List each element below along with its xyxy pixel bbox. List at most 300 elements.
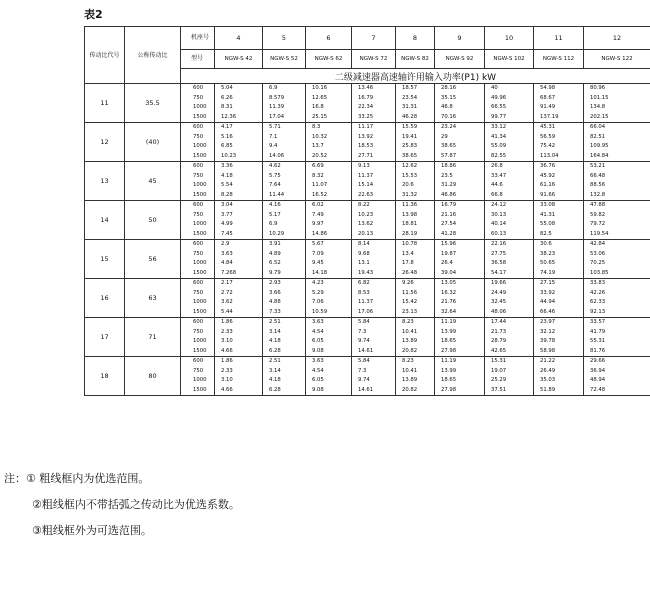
power-value-cell [534, 318, 584, 357]
power-value: 82.5 [540, 230, 552, 237]
input-speed: 750 [193, 367, 204, 374]
power-value: 45.92 [540, 172, 556, 179]
table-row [85, 318, 650, 357]
input-speed-list [181, 84, 215, 123]
power-value: 33.57 [590, 319, 606, 325]
input-speed: 1000 [193, 299, 207, 305]
input-speed: 1500 [193, 152, 207, 159]
input-speed: 1000 [193, 182, 207, 188]
note-1: 注：① 粗线框内为优选范围。 [4, 472, 150, 485]
size-header [584, 27, 650, 69]
power-value-cell [584, 201, 650, 240]
input-speed-list [181, 279, 215, 318]
nominal-ratio: 45 [125, 162, 181, 201]
power-value: 2.51 [269, 358, 281, 364]
power-value-cell [534, 279, 584, 318]
size-model: NGW-S 62 [314, 56, 343, 62]
power-value: 17.06 [358, 308, 374, 315]
input-speed-list [181, 318, 215, 357]
ratio-code: 12 [85, 123, 125, 162]
input-speed: 1500 [193, 308, 207, 315]
power-value: 15.42 [402, 299, 418, 305]
power-value: 3.14 [269, 367, 281, 374]
power-value: 46.8 [441, 104, 453, 110]
size-no: 11 [534, 27, 583, 50]
power-value: 25.15 [312, 113, 328, 120]
input-speed: 750 [193, 133, 204, 140]
power-value: 6.9 [269, 85, 278, 91]
size-no: 8 [396, 27, 434, 50]
power-value-cell [352, 318, 396, 357]
power-value: 58.98 [540, 347, 556, 354]
power-value: 3.36 [221, 163, 233, 169]
size-no: 12 [584, 27, 650, 50]
power-value: 26.8 [491, 163, 503, 169]
power-value: 39.04 [441, 269, 457, 276]
power-value: 27.98 [441, 386, 457, 393]
ratio-code-header: 传动比代号 [85, 27, 125, 84]
input-speed: 1000 [193, 104, 207, 110]
power-value: 6.02 [312, 202, 324, 208]
power-value: 61.16 [540, 182, 556, 188]
power-value: 27.54 [441, 221, 457, 227]
power-value: 41.34 [491, 133, 507, 140]
power-value-cell [306, 201, 352, 240]
power-value: 10.23 [358, 211, 374, 218]
power-value: 8.28 [221, 191, 233, 198]
power-value: 9.26 [402, 280, 414, 286]
power-value: 25.29 [491, 377, 507, 383]
power-value: 33.47 [491, 172, 507, 179]
power-value: 6.85 [221, 143, 233, 149]
note-3: ③粗线框外为可选范围。 [32, 524, 152, 537]
ratio-code: 13 [85, 162, 125, 201]
power-value: 28.16 [441, 85, 457, 91]
power-value: 41.28 [441, 230, 457, 237]
power-value: 51.89 [540, 386, 556, 393]
power-value: 4.62 [269, 163, 281, 169]
power-value: 2.72 [221, 289, 233, 296]
power-value: 16.8 [312, 104, 324, 110]
power-value: 6.52 [269, 260, 281, 266]
power-value: 3.10 [221, 338, 233, 344]
power-value-cell [352, 357, 396, 396]
power-value: 22.63 [358, 191, 374, 198]
nominal-ratio: 80 [125, 357, 181, 396]
power-value: 24.12 [491, 202, 507, 208]
power-value: 42.26 [590, 289, 606, 296]
ratio-code: 18 [85, 357, 125, 396]
power-value: 6.82 [358, 280, 370, 286]
power-value: 14.06 [269, 152, 285, 159]
input-speed-list [181, 240, 215, 279]
power-value: 38.23 [540, 250, 556, 257]
table-row [85, 162, 650, 201]
header-row [85, 27, 650, 69]
power-value: 14.61 [358, 347, 374, 354]
power-value: 53.21 [590, 163, 606, 169]
power-value: 7.49 [312, 211, 324, 218]
power-value: 4.66 [221, 386, 233, 393]
power-value-cell [435, 162, 485, 201]
power-value: 26.49 [540, 367, 556, 374]
power-value-cell [263, 123, 306, 162]
ratio-code: 14 [85, 201, 125, 240]
power-value-cell [215, 84, 263, 123]
power-value-cell [485, 357, 534, 396]
power-value: 20.82 [402, 347, 418, 354]
power-value: 12.62 [402, 163, 418, 169]
power-value: 13.46 [358, 85, 374, 91]
power-value: 6.69 [312, 163, 324, 169]
power-value: 4.66 [221, 347, 233, 354]
size-model: NGW-S 92 [445, 56, 474, 62]
power-value: 2.51 [269, 319, 281, 325]
power-rating-table [84, 26, 650, 396]
size-no: 9 [435, 27, 484, 50]
size-model: NGW-S 112 [542, 56, 575, 62]
power-value: 32.64 [441, 308, 457, 315]
power-value-cell [352, 201, 396, 240]
power-value: 113.04 [540, 152, 559, 159]
power-value: 4.16 [269, 202, 281, 208]
input-speed: 1000 [193, 338, 207, 344]
power-value: 60.13 [491, 230, 507, 237]
input-speed: 600 [193, 241, 204, 247]
power-value: 29.66 [590, 358, 606, 364]
power-value: 19.87 [441, 250, 457, 257]
input-speed: 1500 [193, 347, 207, 354]
power-value: 5.84 [358, 358, 370, 364]
power-value: 1.86 [221, 358, 233, 364]
power-value-cell [485, 240, 534, 279]
power-value: 15.14 [358, 182, 374, 188]
power-value: 19.43 [358, 269, 374, 276]
machine-model-header [181, 27, 215, 69]
power-value: 45.31 [540, 124, 556, 130]
power-value: 68.67 [540, 94, 556, 101]
power-value: 57.87 [441, 152, 457, 159]
power-value: 72.48 [590, 386, 606, 393]
table-row [85, 123, 650, 162]
power-value: 9.08 [312, 347, 324, 354]
power-value-cell [534, 201, 584, 240]
power-value: 13.92 [358, 133, 374, 140]
power-value: 7.45 [221, 230, 233, 237]
power-value: 25.83 [402, 143, 418, 149]
power-value: 13.7 [312, 143, 324, 149]
power-value: 81.76 [590, 347, 606, 354]
power-value: 13.99 [441, 328, 457, 335]
power-value: 4.17 [221, 124, 233, 130]
power-value: 8.31 [221, 104, 233, 110]
size-no: 7 [352, 27, 395, 50]
power-value: 4.18 [269, 338, 281, 344]
power-value: 8.579 [269, 94, 285, 101]
power-value: 30.13 [491, 211, 507, 218]
power-value: 8.32 [312, 172, 324, 179]
power-value: 70.25 [590, 260, 606, 266]
power-value: 13.62 [358, 221, 374, 227]
power-value: 9.68 [358, 250, 370, 257]
power-value: 5.04 [221, 85, 233, 91]
power-value: 4.89 [269, 250, 281, 257]
size-model: NGW-S 42 [224, 56, 253, 62]
power-value-cell [534, 162, 584, 201]
power-value-cell [352, 279, 396, 318]
power-value: 3.04 [221, 202, 233, 208]
power-value: 23.24 [441, 124, 457, 130]
power-value-cell [396, 162, 435, 201]
power-value: 3.91 [269, 241, 281, 247]
power-value-cell [485, 84, 534, 123]
size-model: NGW-S 122 [601, 56, 633, 62]
power-value-cell [215, 318, 263, 357]
power-value: 62.33 [590, 299, 606, 305]
power-value-cell [584, 162, 650, 201]
power-value-cell [396, 123, 435, 162]
power-value-cell [584, 318, 650, 357]
power-value-cell [435, 123, 485, 162]
power-value: 31.32 [402, 191, 418, 198]
power-value: 41.31 [540, 211, 556, 218]
input-speed-list [181, 357, 215, 396]
power-value: 13.99 [441, 367, 457, 374]
power-value: 70.16 [441, 113, 457, 120]
power-value: 20.6 [402, 182, 414, 188]
power-value: 9.79 [269, 269, 281, 276]
power-value: 54.17 [491, 269, 507, 276]
power-value: 19.07 [491, 367, 507, 374]
power-value: 14.86 [312, 230, 328, 237]
power-value: 55.08 [540, 221, 556, 227]
power-value: 18.86 [441, 163, 457, 169]
power-value: 11.44 [269, 191, 285, 198]
power-value: 55.09 [491, 143, 507, 149]
power-value: 29 [441, 133, 448, 140]
power-value: 22.34 [358, 104, 374, 110]
size-header [215, 27, 263, 69]
input-speed: 750 [193, 172, 204, 179]
power-value: 21.22 [540, 358, 556, 364]
power-value-cell [435, 357, 485, 396]
power-value: 16.79 [358, 94, 374, 101]
power-value: 74.19 [540, 269, 556, 276]
size-header [263, 27, 306, 69]
table-row [85, 240, 650, 279]
power-value: 21.73 [491, 328, 507, 335]
power-value: 1.86 [221, 319, 233, 325]
power-value: 2.33 [221, 367, 233, 374]
power-value: 9.13 [358, 163, 370, 169]
power-value: 137.19 [540, 113, 559, 120]
power-value: 23.97 [540, 319, 556, 325]
power-value: 11.56 [402, 289, 418, 296]
power-value: 7.64 [269, 182, 281, 188]
power-value: 7.3 [358, 328, 367, 335]
power-value: 134.8 [590, 104, 606, 110]
power-value: 32.12 [540, 328, 556, 335]
power-value: 33.08 [540, 202, 556, 208]
power-value: 8.14 [358, 241, 370, 247]
input-speed-list [181, 162, 215, 201]
input-speed-list [181, 201, 215, 240]
power-value: 13.4 [402, 250, 414, 257]
power-value: 7.3 [358, 367, 367, 374]
power-value: 53.06 [590, 250, 606, 257]
power-value: 7.06 [312, 299, 324, 305]
power-value: 18.57 [402, 85, 418, 91]
model-label: 型号 [191, 55, 204, 62]
power-value-cell [263, 162, 306, 201]
power-value: 48.06 [491, 308, 507, 315]
power-value-cell [435, 279, 485, 318]
input-speed: 600 [193, 319, 204, 325]
machine-no-label: 机座号 [181, 27, 214, 50]
power-value: 50.65 [540, 260, 556, 266]
power-value: 13.89 [402, 338, 418, 344]
power-value: 13.1 [358, 260, 370, 266]
table-row [85, 84, 650, 123]
power-value-cell [584, 279, 650, 318]
power-value: 9.97 [312, 221, 324, 227]
ratio-code: 17 [85, 318, 125, 357]
power-value: 56.59 [540, 133, 556, 140]
input-speed-list [181, 123, 215, 162]
power-value: 4.23 [312, 280, 324, 286]
power-value: 23.13 [402, 308, 418, 315]
power-value: 8.3 [312, 124, 321, 130]
power-value: 9.74 [358, 377, 370, 383]
power-value-cell [534, 357, 584, 396]
nominal-ratio: 63 [125, 279, 181, 318]
power-value: 4.84 [221, 260, 233, 266]
power-value-cell [396, 201, 435, 240]
input-speed: 750 [193, 289, 204, 296]
power-value: 11.07 [312, 182, 328, 188]
power-value: 11.37 [358, 172, 374, 179]
power-value: 6.9 [269, 221, 278, 227]
power-value: 26.48 [402, 269, 418, 276]
size-no: 6 [306, 27, 351, 50]
power-value: 4.54 [312, 367, 324, 374]
power-value: 66.46 [540, 308, 556, 315]
power-value: 99.77 [491, 113, 507, 120]
nominal-ratio: (40) [125, 123, 181, 162]
size-model: NGW-S 102 [493, 56, 525, 62]
power-value: 20.13 [358, 230, 374, 237]
power-value: 92.13 [590, 308, 606, 315]
power-value: 103.85 [590, 269, 609, 276]
power-value: 3.77 [221, 211, 233, 218]
power-value: 28.19 [402, 230, 418, 237]
power-value-cell [215, 123, 263, 162]
power-value: 41.79 [590, 328, 606, 335]
power-value: 49.96 [491, 94, 507, 101]
size-header [396, 27, 435, 69]
nominal-ratio-header: 公称传动比 [125, 27, 181, 84]
power-value: 79.72 [590, 221, 606, 227]
power-value-cell [263, 357, 306, 396]
input-speed: 1500 [193, 191, 207, 198]
power-value: 6.05 [312, 338, 324, 344]
power-value-cell [584, 240, 650, 279]
power-value: 15.96 [441, 241, 457, 247]
power-value: 23.5 [441, 172, 453, 179]
power-value: 40.14 [491, 221, 507, 227]
size-header [485, 27, 534, 69]
power-value: 2.17 [221, 280, 233, 286]
power-value: 46.86 [441, 191, 457, 198]
power-value-cell [396, 318, 435, 357]
input-speed: 1000 [193, 221, 207, 227]
power-value: 66.04 [590, 124, 606, 130]
power-value: 17.44 [491, 319, 507, 325]
power-value-cell [352, 162, 396, 201]
power-value-cell [396, 357, 435, 396]
size-header [352, 27, 396, 69]
input-speed: 750 [193, 250, 204, 257]
power-value-cell [435, 201, 485, 240]
power-value: 6.05 [312, 377, 324, 383]
power-value-cell [352, 84, 396, 123]
power-value: 44.6 [491, 182, 503, 188]
power-value: 66.48 [590, 172, 606, 179]
power-value-cell [306, 84, 352, 123]
power-value: 91.49 [540, 104, 556, 110]
power-value: 119.54 [590, 230, 609, 237]
size-model: NGW-S 82 [401, 56, 429, 62]
power-value: 10.41 [402, 367, 418, 374]
power-value: 11.36 [402, 202, 418, 208]
power-value-cell [396, 240, 435, 279]
power-value: 3.62 [221, 299, 233, 305]
power-value: 27.98 [441, 347, 457, 354]
power-value-cell [435, 318, 485, 357]
nominal-ratio: 50 [125, 201, 181, 240]
power-value: 6.28 [269, 386, 281, 393]
power-value-cell [485, 162, 534, 201]
power-value: 12.65 [312, 94, 328, 101]
power-value: 4.88 [269, 299, 281, 305]
power-value: 11.19 [441, 319, 457, 325]
power-value-cell [352, 240, 396, 279]
power-value: 23.54 [402, 94, 418, 101]
power-value: 16.79 [441, 202, 457, 208]
power-value: 66.55 [491, 104, 507, 110]
power-value-cell [263, 318, 306, 357]
power-value: 9.4 [269, 143, 278, 149]
power-value-cell [263, 201, 306, 240]
power-value: 35.15 [441, 94, 457, 101]
power-value: 3.63 [312, 358, 324, 364]
power-value-cell [485, 201, 534, 240]
size-no: 10 [485, 27, 533, 50]
power-value: 10.23 [221, 152, 237, 159]
power-value: 13.98 [402, 211, 418, 218]
size-no: 5 [263, 27, 305, 50]
power-value-cell [215, 357, 263, 396]
power-value: 36.58 [491, 260, 507, 266]
input-speed: 600 [193, 124, 204, 130]
power-value: 33.83 [590, 280, 606, 286]
power-value: 11.37 [358, 299, 374, 305]
nominal-ratio: 56 [125, 240, 181, 279]
power-value: 48.94 [590, 377, 606, 383]
power-value: 36.76 [540, 163, 556, 169]
power-value: 46.28 [402, 113, 418, 120]
power-value: 3.14 [269, 328, 281, 335]
